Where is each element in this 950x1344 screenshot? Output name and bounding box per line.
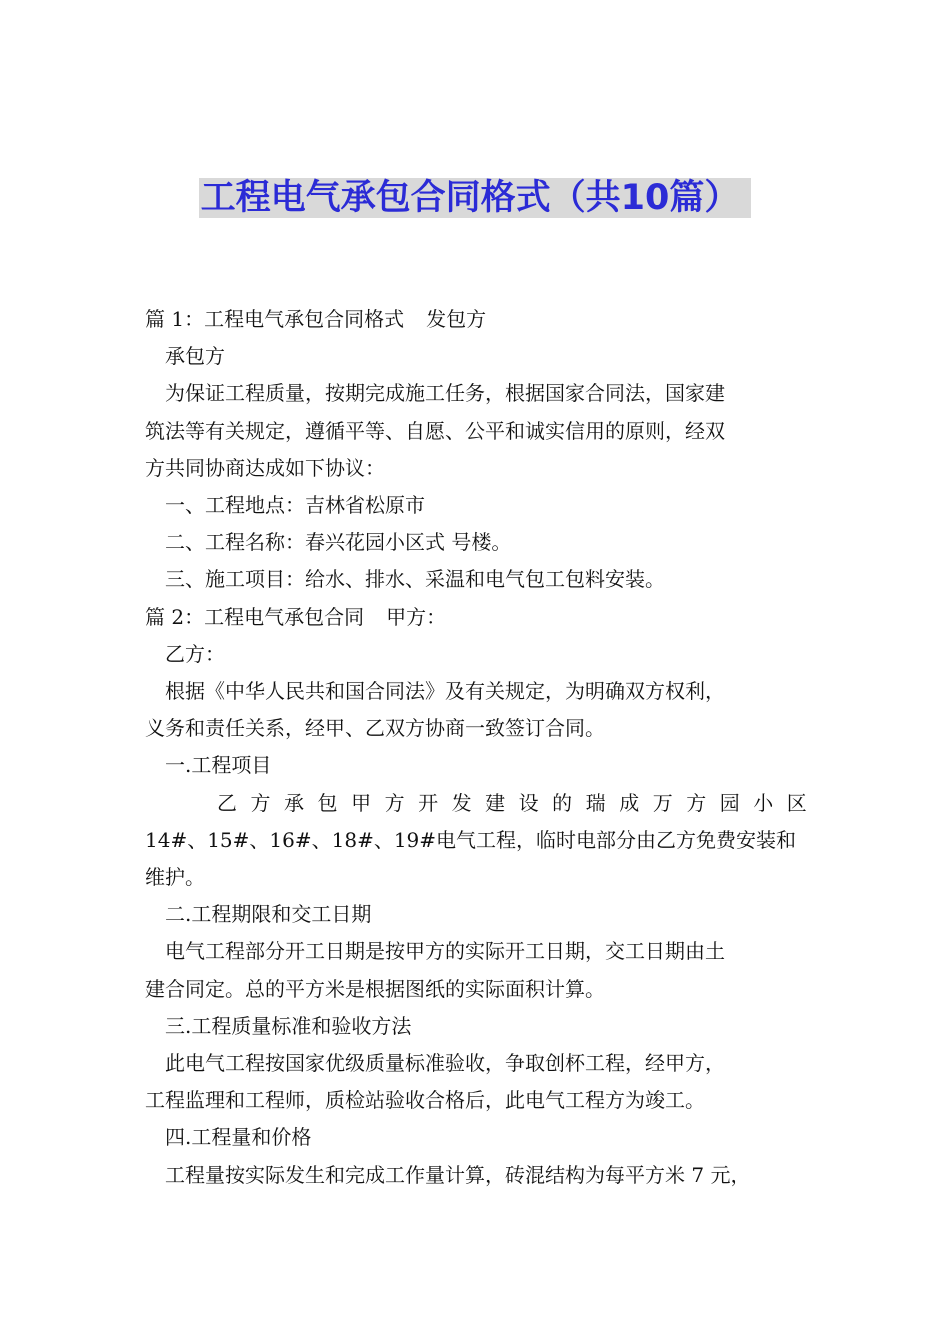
paragraph-line: 建合同定。总的平方米是根据图纸的实际面积计算。 <box>145 976 605 1001</box>
document-title: 工程电气承包合同格式（共10篇） <box>199 178 752 218</box>
char: 甲 <box>351 790 372 815</box>
paragraph-line: 14#、15#、16#、18#、19#电气工程，临时电部分由乙方免费安装和 <box>145 827 797 852</box>
section-heading: 篇 1：工程电气承包合同格式 <box>145 307 405 331</box>
char: 的 <box>552 790 573 815</box>
char: 小 <box>753 790 774 815</box>
paragraph-line: 乙方： <box>165 641 225 666</box>
paragraph-line: 此电气工程按国家优级质量标准验收，争取创杯工程，经甲方， <box>165 1051 725 1076</box>
char: 万 <box>652 790 673 815</box>
paragraph-line: 三、施工项目：给水、排水、采温和电气包工包料安装。 <box>165 567 665 592</box>
char: 建 <box>485 790 506 815</box>
paragraph-line-justified <box>145 785 807 822</box>
char: 设 <box>518 790 539 815</box>
paragraph-line: 方共同协商达成如下协议： <box>145 455 385 480</box>
char: 方 <box>250 790 271 815</box>
paragraph-line: 工程量按实际发生和完成工作量计算，砖混结构为每平方米 7 元， <box>165 1162 751 1187</box>
paragraph-line: 二.工程期限和交工日期 <box>165 902 372 927</box>
paragraph-line: 维护。 <box>145 865 205 890</box>
paragraph-line <box>145 599 807 636</box>
char: 园 <box>719 790 740 815</box>
paragraph-line: 一、工程地点：吉林省松原市 <box>165 493 425 518</box>
paragraph-line: 一.工程项目 <box>165 753 272 778</box>
char: 区 <box>786 790 807 815</box>
paragraph-line <box>145 301 807 338</box>
document-body <box>145 301 807 1194</box>
char: 方 <box>686 790 707 815</box>
section-heading: 篇 2：工程电气承包合同 <box>145 604 365 629</box>
paragraph-line: 筑法等有关规定，遵循平等、自愿、公平和诚实信用的原则，经双 <box>145 418 725 443</box>
paragraph-line: 电气工程部分开工日期是按甲方的实际开工日期，交工日期由土 <box>165 939 725 964</box>
char: 瑞 <box>585 790 606 815</box>
party-label: 甲方： <box>386 604 447 629</box>
paragraph-line: 根据《中华人民共和国合同法》及有关规定，为明确双方权利， <box>165 679 725 704</box>
party-label: 发包方 <box>426 307 487 331</box>
char: 承 <box>284 790 305 815</box>
paragraph-line: 为保证工程质量，按期完成施工任务，根据国家合同法，国家建 <box>165 381 725 406</box>
char: 发 <box>451 790 472 815</box>
char: 乙 <box>217 790 237 815</box>
paragraph-line: 二、工程名称：春兴花园小区式 号楼。 <box>165 530 512 555</box>
paragraph-line: 四.工程量和价格 <box>165 1125 312 1150</box>
title-container <box>0 178 950 218</box>
char: 方 <box>384 790 405 815</box>
char: 开 <box>418 790 439 815</box>
char: 成 <box>619 790 640 815</box>
paragraph-line: 义务和责任关系，经甲、乙双方协商一致签订合同。 <box>145 716 605 741</box>
char: 包 <box>317 790 338 815</box>
paragraph-line: 三.工程质量标准和验收方法 <box>165 1013 412 1038</box>
paragraph-line: 工程监理和工程师，质检站验收合格后，此电气工程方为竣工。 <box>145 1088 705 1113</box>
paragraph-line: 承包方 <box>165 344 225 369</box>
